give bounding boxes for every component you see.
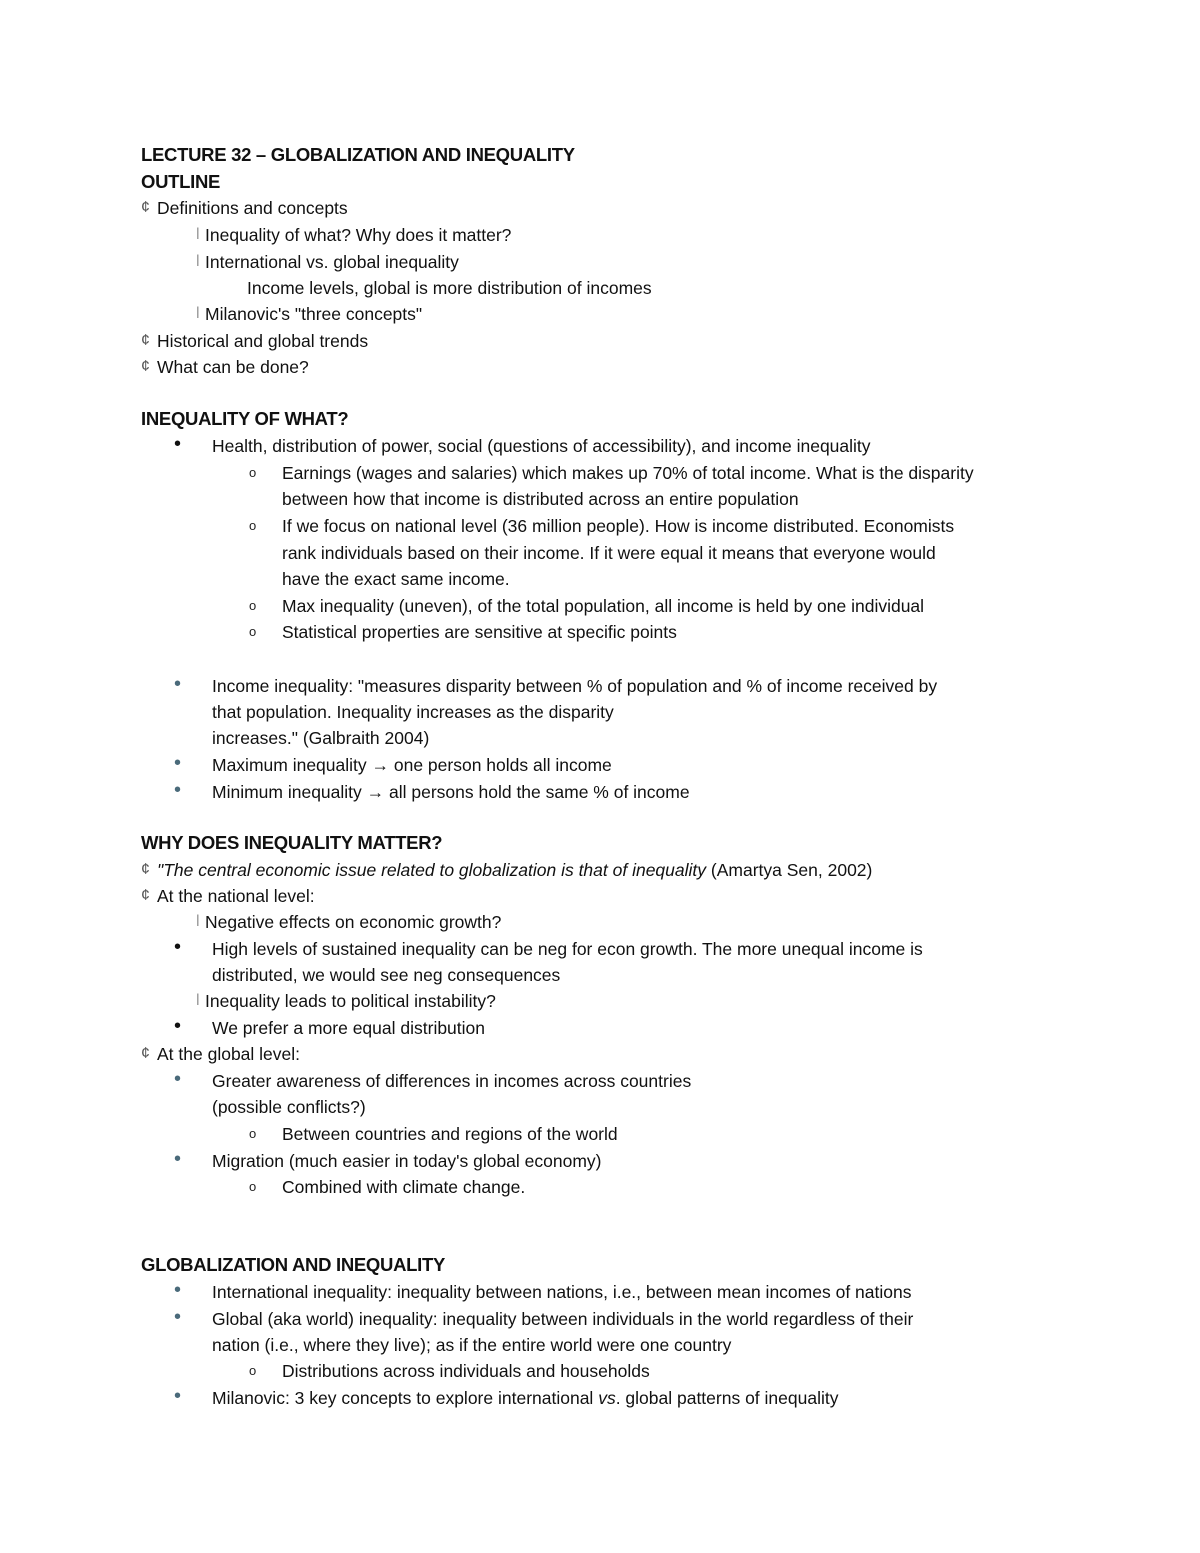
bullet-marker: • — [174, 673, 182, 695]
text-line: Health, distribution of power, social (questions of accessibility), and income inequality — [212, 436, 871, 456]
text-line: Migration (much easier in today's global economy) — [212, 1151, 602, 1171]
circle-marker: o — [249, 1179, 257, 1194]
circle-marker: o — [249, 624, 257, 639]
bullet-marker: • — [174, 752, 182, 774]
text-line — [212, 1387, 838, 1409]
text-line: Maximum inequality → one person holds all income — [212, 755, 612, 775]
text-line: Income inequality: "measures disparity between % of population and % of income received by — [212, 676, 938, 696]
text-line: Global (aka world) inequality: inequality between individuals in the world regardless of their — [212, 1309, 914, 1329]
bar-marker: l — [196, 913, 200, 930]
bar-marker: l — [196, 253, 200, 270]
section-heading-why-matter: WHY DOES INEQUALITY MATTER? — [141, 832, 443, 853]
bullet-marker: • — [174, 936, 182, 958]
text-line: Negative effects on economic growth? — [205, 912, 502, 932]
outline-heading: OUTLINE — [141, 171, 221, 192]
text-line: that population. Inequality increases as the disparity — [212, 702, 614, 722]
text-line: distributed, we would see neg consequences — [212, 965, 561, 985]
text-line: Statistical properties are sensitive at specific points — [282, 622, 677, 642]
bullet-marker: • — [174, 1306, 182, 1328]
text-line: We prefer a more equal distribution — [212, 1018, 486, 1038]
text-line: increases." (Galbraith 2004) — [212, 728, 430, 748]
outline-item: Milanovic's "three concepts" — [205, 304, 423, 324]
text-line: nation (i.e., where they live); as if the entire world were one country — [212, 1335, 732, 1355]
bullet-marker: • — [174, 1068, 182, 1090]
quote-italic: "The central economic issue related to globalization is that of inequality — [157, 860, 707, 880]
cent-marker: ¢ — [141, 358, 150, 375]
text-line: High levels of sustained inequality can be neg for econ growth. The more unequal income is — [212, 939, 923, 959]
quote-line — [157, 859, 872, 881]
text-segment: . global patterns of inequality — [615, 1388, 839, 1408]
outline-item: What can be done? — [157, 357, 309, 377]
circle-marker: o — [249, 518, 257, 533]
text-line: Minimum inequality → all persons hold the same % of income — [212, 782, 690, 802]
bullet-marker: • — [174, 1279, 182, 1301]
bullet-marker: • — [174, 1385, 182, 1407]
outline-item: Definitions and concepts — [157, 198, 348, 218]
cent-marker: ¢ — [141, 199, 150, 216]
text-segment: Milanovic: 3 key concepts to explore international — [212, 1388, 599, 1408]
text-line: have the exact same income. — [282, 569, 510, 589]
bar-marker: l — [196, 992, 200, 1009]
bullet-marker: • — [174, 1015, 182, 1037]
circle-marker: o — [249, 598, 257, 613]
text-line: At the national level: — [157, 886, 315, 906]
text-line: between how that income is distributed across an entire population — [282, 489, 799, 509]
text-line: International inequality: inequality between nations, i.e., between mean incomes of nations — [212, 1282, 912, 1302]
text-line: Greater awareness of differences in incomes across countries — [212, 1071, 692, 1091]
circle-marker: o — [249, 465, 257, 480]
text-italic: vs — [598, 1388, 616, 1408]
section-heading-globalization: GLOBALIZATION AND INEQUALITY — [141, 1254, 446, 1275]
quote-citation: (Amartya Sen, 2002) — [706, 860, 873, 880]
text-line: Distributions across individuals and households — [282, 1361, 650, 1381]
cent-marker: ¢ — [141, 887, 150, 904]
bar-marker: l — [196, 226, 200, 243]
text-line: If we focus on national level (36 million people). How is income distributed. Economists — [282, 516, 955, 536]
bullet-marker: • — [174, 1148, 182, 1170]
text-line: At the global level: — [157, 1044, 301, 1064]
bullet-marker: • — [174, 779, 182, 801]
circle-marker: o — [249, 1126, 257, 1141]
text-line: Max inequality (uneven), of the total population, all income is held by one individual — [282, 596, 925, 616]
circle-marker: o — [249, 1363, 257, 1378]
text-line: rank individuals based on their income. If it were equal it means that everyone would — [282, 543, 936, 563]
text-line: Between countries and regions of the world — [282, 1124, 618, 1144]
cent-marker: ¢ — [141, 861, 150, 878]
outline-item: Income levels, global is more distribution of incomes — [247, 278, 652, 298]
text-line: (possible conflicts?) — [212, 1097, 366, 1117]
outline-item: Historical and global trends — [157, 331, 369, 351]
cent-marker: ¢ — [141, 1045, 150, 1062]
document-title: LECTURE 32 – GLOBALIZATION AND INEQUALITY — [141, 144, 575, 165]
text-line: Inequality leads to political instability? — [205, 991, 496, 1011]
cent-marker: ¢ — [141, 332, 150, 349]
text-line: Combined with climate change. — [282, 1177, 526, 1197]
section-heading-inequality-of-what: INEQUALITY OF WHAT? — [141, 408, 349, 429]
outline-item: International vs. global inequality — [205, 252, 459, 272]
outline-item: Inequality of what? Why does it matter? — [205, 225, 512, 245]
bullet-marker: • — [174, 433, 182, 455]
bar-marker: l — [196, 305, 200, 322]
text-line: Earnings (wages and salaries) which makes up 70% of total income. What is the disparity — [282, 463, 974, 483]
